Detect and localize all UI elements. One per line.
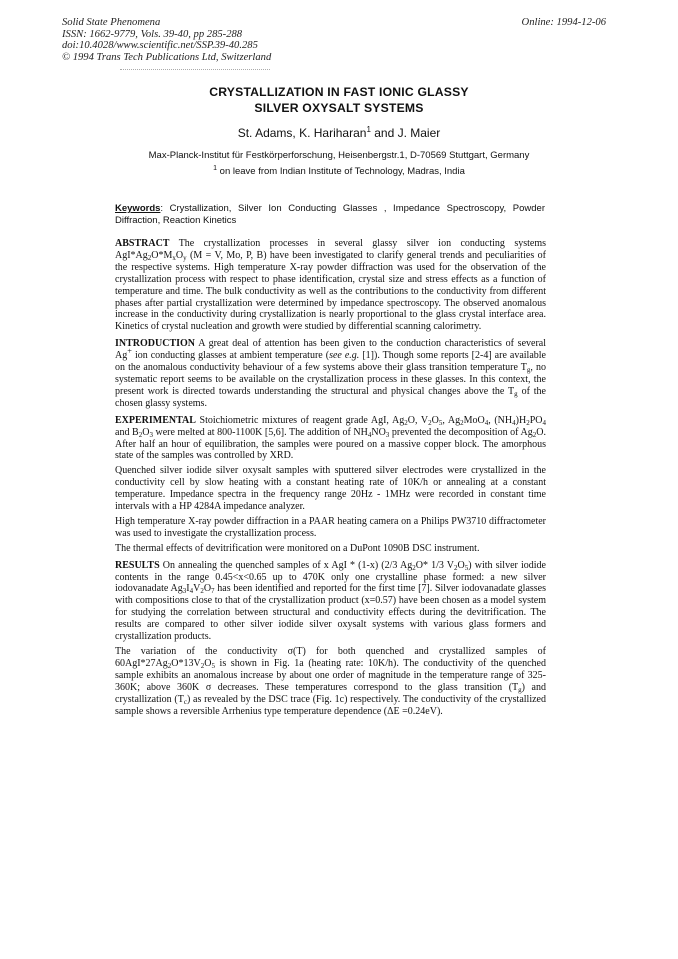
doi-link[interactable]: doi:10.4028/www.scientific.net/SSP.39-40.285 — [62, 40, 258, 52]
abstract-heading: ABSTRACT — [115, 238, 170, 249]
paper-title — [0, 85, 678, 116]
journal-header — [62, 17, 271, 63]
experimental-heading: EXPERIMENTAL — [115, 414, 196, 426]
affiliation-primary: Max-Planck-Institut für Festkörperforschung, Heisenbergstr.1, D-70569 Stuttgart, Germany — [148, 150, 530, 161]
affiliation-secondary — [0, 166, 678, 177]
abstract-paragraph: ABSTRACT The crystallization processes in several glassy silver ion conducting systems $AgI*Ag_2O*M_xO_y$ (M = V, Mo, P, B) have been investigated to clarify general trends and peculiarities of the respective systems. High temperature X-ray powder diffraction was used for the observation of the crystallization process with respect to phase identification, crystal size and stress effects as a function of temperature and time. The bulk conductivity as well as the contributions to the conductivity from different phases after partial crystallization were determined by impedance spectroscopy. The observed anomalous increase in the conductivity during crystallization is nearly proportional to the glass crystal interface area. Kinetics of crystal nucleation and growth were studied by differential scanning calorimetry. — [115, 238, 546, 333]
introduction-paragraph: INTRODUCTION A great deal of attention has been given to the conduction characteristics of several Ag+ ion conducting glasses at ambient temperature (see e.g. [1]). Though some reports [2-4] are available on the anomalous conductivity behaviour of a few systems above their glass transition temperature $T_g$, no systematic report seems to be available on the crystallization process in these glasses. In this context, the present work is directed towards understanding the structural and physical changes above the $T_g$ of the chosen glassy systems. — [115, 338, 546, 409]
issn-line: ISSN: 1662-9779, Vols. 39-40, pp 285-288 — [62, 28, 243, 40]
affiliation-footnote-mark: 1 — [213, 164, 218, 172]
introduction-heading: INTRODUCTION — [115, 338, 196, 350]
experimental-paragraph-2: Quenched silver iodide silver oxysalt samples with sputtered silver electrodes were crystallized in the conductivity cell by slow heating with a constant heating rate of 10K/h or annealing at a constant temperature. Impedance spectra in the frequency range 20Hz - 1MHz were recorded in constant time intervals with a HP 4284A impedance analyzer. — [115, 465, 546, 513]
journal-name: Solid State Phenomena — [62, 17, 161, 28]
article-body — [115, 238, 546, 720]
keywords-label: Keywords — [115, 203, 161, 214]
author-list — [0, 126, 678, 140]
authors-main: St. Adams, K. Hariharan — [237, 126, 367, 140]
authors-last: and J. Maier — [370, 126, 441, 140]
experimental-paragraph-3: High temperature X-ray powder diffraction in a PAAR heating camera on a Philips PW3710 diffractometer was used to investigate the crystallization process. — [115, 515, 546, 539]
experimental-paragraph-4: The thermal effects of devitrification were monitored on a DuPont 1090B DSC instrument. — [115, 542, 480, 554]
online-date: Online: 1994-12-06 — [521, 17, 606, 28]
keywords-block — [115, 203, 545, 227]
author-footnote-mark: 1 — [366, 125, 371, 134]
results-paragraph-1: RESULTS On annealing the quenched samples of x AgI * (1-x) (2/3 $Ag_2O*$ 1/3 $V_2O_5$) with silver iodide contents in the range 0.45<x<0.65 up to 470K only one crystalline phase formed: a new silver iodovanadate $Ag_3I_4V_2O_7$ has been identified and reported for the first time [7]. Silver iodovanadate glasses with compositions close to that of the crystallization product (x=0.57) have been chosen as a model system for studying the correlation between structural and conductivity effects during the devitrification. The results are compared to other silver iodide silver oxysalt systems with various glass formers and crystallization products. — [115, 559, 546, 643]
keywords-text: : Crystallization, Silver Ion Conducting Glasses , Impedance Spectroscopy, Powder Diffraction, Reaction Kinetics — [115, 203, 545, 226]
results-heading: RESULTS — [115, 559, 160, 571]
copyright-line: © 1994 Trans Tech Publications Ltd, Switzerland — [62, 51, 272, 63]
scan-artifact-divider — [120, 69, 270, 71]
experimental-paragraph-1: EXPERIMENTAL Stoichiometric mixtures of reagent grade AgI, $Ag_2O$, $V_2O_5$, $Ag_2MoO_4$, $(NH_4)H_2PO_4$ and $B_2O_3$ were melted at 800-1100K [5,6]. The addition of $NH_4NO_3$ prevented the decomposition of $Ag_2O$. After half an hour of equilibration, the samples were poured on a massive copper block. The amorphous state of the samples was controlled by XRD. — [115, 414, 546, 462]
results-paragraph-2: The variation of the conductivity σ(T) for both quenched and crystallized samples of $60AgI*27Ag_2O*13V_2O_5$ is shown in Fig. 1a (heating rate: 10K/h). The conductivity of the quenched sample exhibits an anomalous increase by about one order of magnitude in the temperature range of 325-360K; above 360K σ decreases. These temperatures correspond to the glass transition $(T_g)$ and crystallization $(T_c)$ as revealed by the DSC trace (Fig. 1c) respectively. The conductivity of the crystallized sample shows a reversible Arrhenius type temperature dependence (ΔE =0.24eV). — [115, 646, 546, 717]
title-line-2: SILVER OXYSALT SYSTEMS — [254, 100, 424, 115]
affiliation-secondary-text: on leave from Indian Institute of Technology, Madras, India — [217, 166, 465, 177]
title-line-1: CRYSTALLIZATION IN FAST IONIC GLASSY — [209, 85, 469, 99]
